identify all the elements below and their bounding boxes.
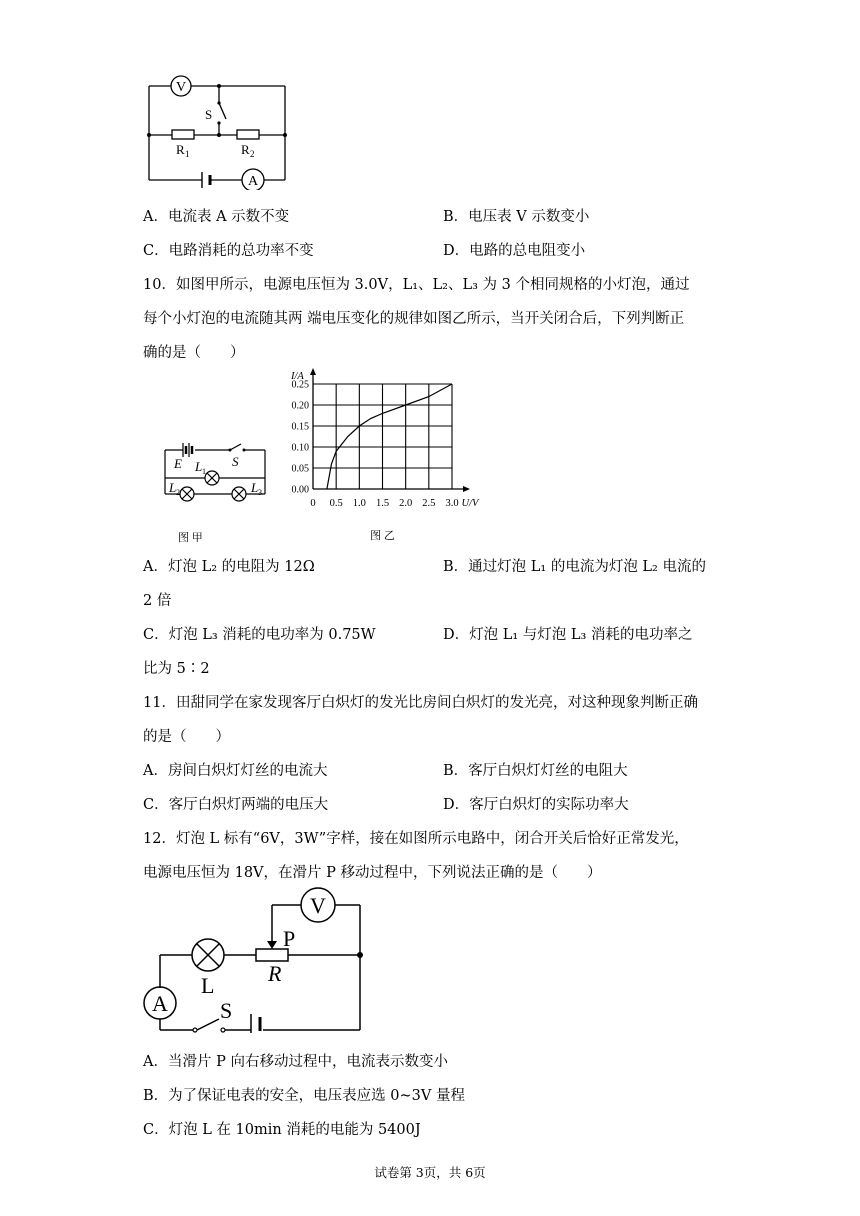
- x-tick-label: 2.0: [399, 498, 413, 509]
- q10-option-c: C．灯泡 L₃ 消耗的电功率为 0.75W: [143, 627, 376, 643]
- x-tick-label: 0: [310, 498, 316, 509]
- q9-circuit-diagram: [140, 70, 296, 190]
- x-tick-label: 3.0: [445, 498, 459, 509]
- q10-fig-a-l2-label: L: [169, 480, 177, 495]
- q10-fig-a-l3-sub: 3: [258, 488, 262, 497]
- x-tick-label: 1.0: [352, 498, 366, 509]
- q10-fig-a-l1-sub: 1: [202, 467, 206, 476]
- q10-fig-a-e-label: E: [174, 456, 182, 471]
- q11-stem-line2: 的是（ ）: [143, 729, 230, 745]
- q12-lamp-label: L: [201, 973, 215, 998]
- q10-option-d-line2: 比为 5∶2: [143, 661, 210, 677]
- x-axis-arrow: [463, 486, 470, 492]
- q11-option-d: D．客厅白炽灯的实际功率大: [443, 797, 629, 813]
- q10-option-b-line2: 2 倍: [143, 593, 172, 609]
- q9-option-a: A．电流表 A 示数不变: [143, 209, 290, 225]
- q9-switch-label: S: [205, 107, 213, 122]
- y-axis-arrow: [310, 368, 316, 375]
- q9-option-d: D．电路的总电阻变小: [443, 243, 586, 259]
- q10-fig-a-s-label: S: [232, 454, 239, 469]
- q12-option-b: B．为了保证电表的安全，电压表应选 0~3V 量程: [143, 1088, 465, 1104]
- y-tick-label: 0.25: [291, 379, 309, 391]
- q10-option-b-line1: B．通过灯泡 L₁ 的电流为灯泡 L₂ 电流的: [443, 559, 706, 575]
- q11-option-c: C．客厅白炽灯两端的电压大: [143, 797, 329, 813]
- q12-stem-line1: 12．灯泡 L 标有“6V，3W”字样，接在如图所示电路中，闭合开关后恰好正常发光，: [143, 831, 689, 847]
- q9-option-b: B．电压表 V 示数变小: [443, 209, 590, 225]
- x-tick-label: 0.5: [329, 498, 343, 509]
- q12-option-a: A．当滑片 P 向右移动过程中，电流表示数变小: [143, 1054, 448, 1070]
- q12-ammeter-label: A: [152, 991, 168, 1016]
- q10-stem-line2: 每个小灯泡的电流随其两 端电压变化的规律如图乙所示，当开关闭合后，下列判断正: [143, 311, 685, 327]
- q10-fig-a-l3-label: L: [251, 480, 259, 495]
- q10-fig-a-l1-label: L: [195, 459, 203, 474]
- q12-resistor-label: R: [268, 961, 282, 986]
- q12-stem-line2: 电源电压恒为 18V，在滑片 P 移动过程中，下列说法正确的是（ ）: [143, 865, 602, 881]
- q12-slider-label: P: [283, 926, 296, 951]
- q12-circuit-diagram: [138, 885, 370, 1033]
- q10-stem-line1: 10．如图甲所示，电源电压恒为 3.0V，L₁、L₂、L₃ 为 3 个相同规格的小灯泡，通过: [143, 277, 690, 293]
- q9-r1-sub: 1: [185, 149, 190, 159]
- q12-switch-label: S: [220, 998, 233, 1023]
- q9-option-c: C．电路消耗的总功率不变: [143, 243, 314, 259]
- x-tick-label: 1.5: [375, 498, 390, 509]
- q10-option-d-line1: D．灯泡 L₁ 与灯泡 L₃ 消耗的电功率之: [443, 627, 693, 643]
- y-tick-label: 0.20: [291, 400, 309, 412]
- q11-stem-line1: 11．田甜同学在家发现客厅白炽灯的发光比房间白炽灯的发光亮，对这种现象判断正确: [143, 695, 698, 711]
- q11-option-a: A．房间白炽灯灯丝的电流大: [143, 763, 328, 779]
- y-tick-label: 0.00: [291, 484, 309, 496]
- q10-figure-b-iv-chart: [280, 368, 490, 546]
- q9-voltmeter-label: V: [176, 80, 187, 95]
- y-tick-label: 0.10: [291, 442, 309, 454]
- q9-ammeter-label: A: [248, 174, 259, 189]
- q12-voltmeter-label: V: [310, 893, 326, 918]
- y-axis-label: I/A: [291, 371, 304, 382]
- q11-option-b: B．客厅白炽灯灯丝的电阻大: [443, 763, 628, 779]
- q9-r2-label: R: [241, 142, 250, 157]
- q9-r2-sub: 2: [250, 149, 255, 159]
- y-tick-label: 0.15: [291, 421, 309, 433]
- x-tick-label: 2.5: [422, 498, 436, 509]
- q10-option-a: A．灯泡 L₂ 的电阻为 12Ω: [143, 559, 315, 575]
- q10-stem-line3: 确的是（ ）: [143, 345, 245, 361]
- q12-option-c: C．灯泡 L 在 10min 消耗的电能为 5400J: [143, 1122, 421, 1138]
- iv-curve: [327, 384, 452, 489]
- q10-figure-a-circuit: [158, 438, 273, 548]
- q10-fig-a-caption: 图 甲: [178, 532, 203, 544]
- page-footer: 试卷第 3页，共 6页: [374, 1165, 486, 1180]
- y-tick-label: 0.05: [291, 463, 309, 475]
- x-axis-label: U/V: [461, 498, 479, 509]
- q9-r1-label: R: [176, 142, 185, 157]
- q10-fig-a-l2-sub: 2: [176, 488, 180, 497]
- q10-fig-b-caption: 图 乙: [370, 530, 395, 542]
